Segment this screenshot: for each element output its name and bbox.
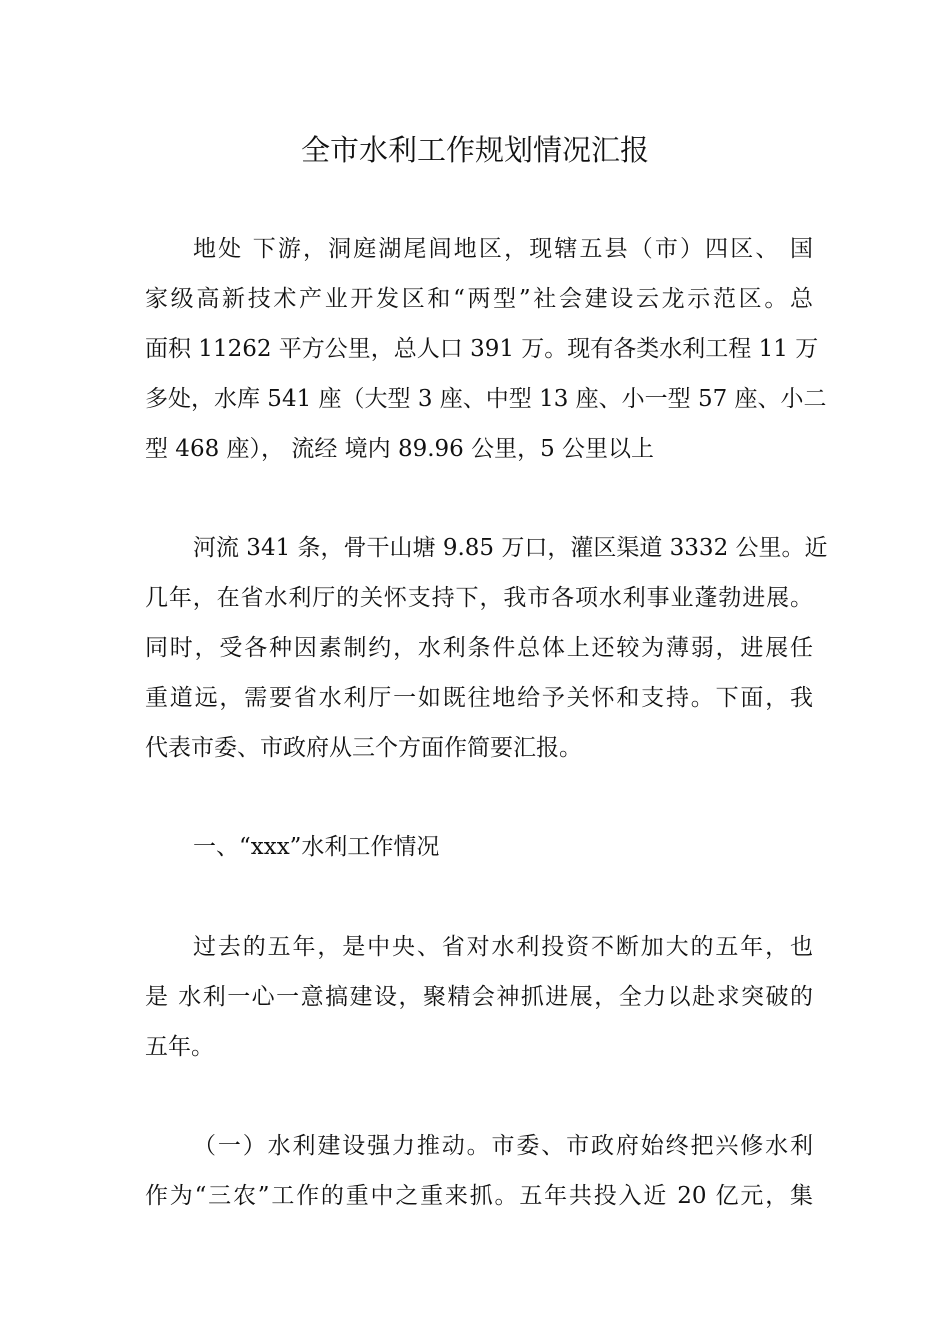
paragraph-line: 面积 11262 平方公里，总人口 391 万。现有各类水利工程 11 万: [145, 336, 819, 362]
paragraph-2: [145, 523, 828, 773]
paragraph-line: 河流 341 条，骨干山塘 9.85 万口，灌区渠道 3332 公里。近: [193, 535, 828, 561]
paragraph-line: 家级高新技术产业开发区和“两型”社会建设云龙示范区。总: [145, 286, 813, 312]
paragraph-line: 过去的五年，是中央、省对水利投资不断加大的五年，也: [193, 934, 813, 960]
section-heading: [145, 822, 813, 872]
paragraph-line: （一）水利建设强力推动。市委、市政府始终把兴修水利: [193, 1133, 813, 1159]
paragraph-line: 重道远，需要省水利厅一如既往地给予关怀和支持。下面，我: [145, 685, 813, 711]
document-title: 全市水利工作规划情况汇报: [300, 133, 649, 167]
paragraph-line: 作为“三农”工作的重中之重来抓。五年共投入近 20 亿元，集: [145, 1183, 813, 1209]
paragraph-4: [145, 1121, 813, 1221]
section-heading-text: 一、“xxx”水利工作情况: [193, 834, 440, 860]
paragraph-line: 五年。: [145, 1034, 214, 1060]
paragraph-line: 同时，受各种因素制约，水利条件总体上还较为薄弱，进展任: [145, 635, 813, 661]
paragraph-3: [145, 922, 813, 1072]
paragraph-line: 地处 下游，洞庭湖尾闾地区，现辖五县（市）四区、 国: [193, 236, 813, 262]
paragraph-line: 型 468 座）， 流经 境内 89.96 公里，5 公里以上: [145, 436, 655, 462]
paragraph-1: [145, 224, 827, 474]
paragraph-line: 是 水利一心一意搞建设，聚精会神抓进展，全力以赴求突破的: [145, 984, 813, 1010]
paragraph-line: 多处，水库 541 座（大型 3 座、中型 13 座、小一型 57 座、小二: [145, 386, 827, 412]
paragraph-line: 代表市委、市政府从三个方面作简要汇报。: [145, 735, 582, 761]
paragraph-line: 几年，在省水利厅的关怀支持下，我市各项水利事业蓬勃进展。: [145, 585, 813, 611]
